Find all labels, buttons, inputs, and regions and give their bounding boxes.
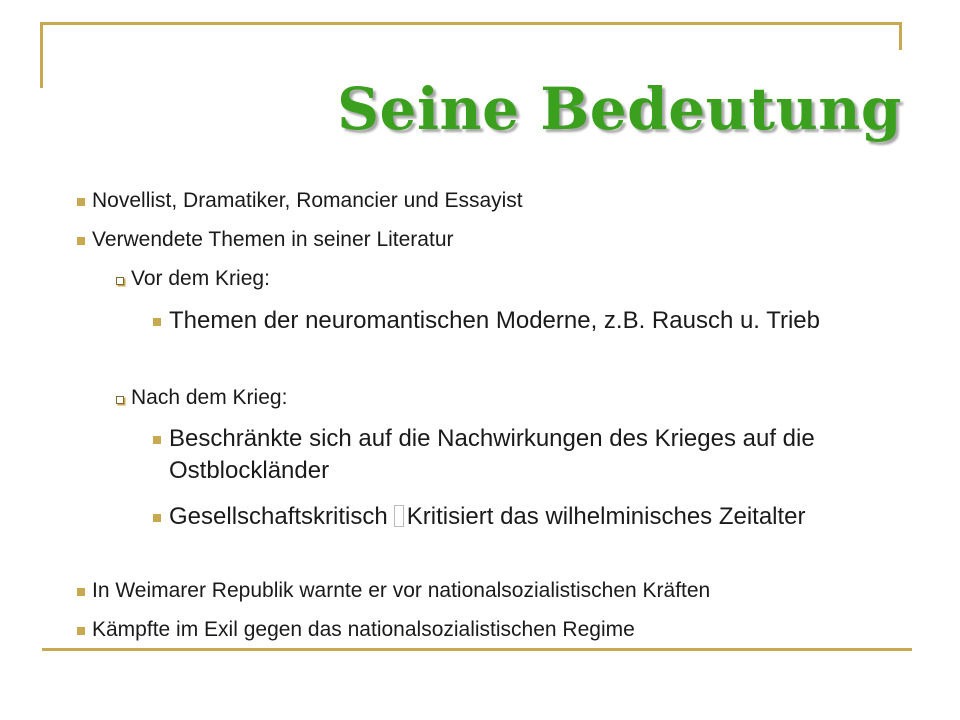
sub-sub-bullet-item [169,423,909,487]
bullet-item [92,227,912,253]
square-bullet-icon [153,318,161,326]
square-bullet-icon [77,198,85,206]
sub-sub-bullet-text: Beschränkte sich auf die Nachwirkungen des Krieges auf die Ostblockländer [169,425,815,484]
bullet-text: Novellist, Dramatiker, Romancier und Essayist [92,189,523,212]
square-bullet-icon [77,627,85,635]
sub-sub-bullet-item [169,501,909,533]
square-bullet-icon [153,436,161,444]
frame-bottom-line [42,648,912,651]
bullet-item [92,617,912,643]
box-bullet-icon [116,396,124,404]
sub-bullet-text: Nach dem Krieg: [131,386,288,409]
sub-sub-bullet-text: Themen der neuromantischen Moderne, z.B. Rausch u. Trieb [169,307,820,334]
sub-sub-bullet-item [169,305,909,337]
sub-bullet-item [131,266,911,292]
square-bullet-icon [153,514,161,522]
bullet-text: Kämpfte im Exil gegen das nationalsozialistischen Regime [92,618,635,641]
sub-bullet-item [131,385,911,411]
bullet-item [92,188,912,214]
slide-title: Seine Bedeutung [337,75,902,143]
bullet-item [92,578,912,604]
frame-top-line [40,22,902,25]
sub-sub-bullet-text: Gesellschaftskritisch [169,503,388,530]
missing-glyph-icon [394,505,404,527]
box-bullet-icon [116,277,124,285]
frame-left-line [40,22,43,88]
bullet-text: Verwendete Themen in seiner Literatur [92,228,454,251]
square-bullet-icon [77,237,85,245]
sub-sub-bullet-text: Kritisiert das wilhelminisches Zeitalter [406,503,806,530]
frame-right-line [899,22,902,50]
bullet-text: In Weimarer Republik warnte er vor nationalsozialistischen Kräften [92,579,711,602]
sub-bullet-text: Vor dem Krieg: [131,267,270,290]
square-bullet-icon [77,588,85,596]
